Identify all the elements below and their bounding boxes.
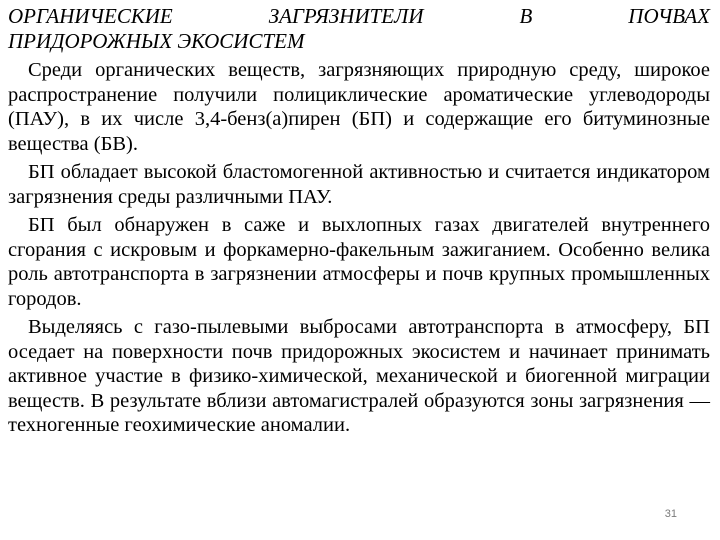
paragraph-bp-migration: Выделяясь с газо-пылевыми выбросами автотранспорта в атмосферу, БП оседает на поверхности почв придорожных экосистем и начинает принимать активное участие в физико-химической, механической и биогенной миграции веществ. В результате вблизи автомагистралей образуются зоны загрязнения — техногенные геохимические аномалии.	[8, 316, 710, 436]
paragraph-bp-activity: БП обладает высокой бластомогенной активностью и считается индикатором загрязнения среды различными ПАУ.	[8, 161, 710, 208]
slide-title-line-2: ПРИДОРОЖНЫХ ЭКОСИСТЕМ	[8, 29, 305, 53]
slide-title-line-1: ОРГАНИЧЕСКИЕ ЗАГРЯЗНИТЕЛИ В ПОЧВАХ	[8, 4, 710, 28]
slide-title	[8, 4, 710, 54]
paragraph-bp-sources: БП был обнаружен в саже и выхлопных газах двигателей внутреннего сгорания с искровым и форкамерно-факельным зажиганием. Особенно велика роль автотранспорта в загрязнении атмосферы и почв крупных промышленных городов.	[8, 214, 710, 310]
paragraph-pah-intro: Среди органических веществ, загрязняющих природную среду, широкое распространение получили полициклические ароматические углеводороды (ПАУ), в их числе 3,4-бенз(а)пирен (БП) и содержащие его битуминозные вещества (БВ).	[8, 59, 710, 155]
page-number: 31	[664, 508, 677, 520]
